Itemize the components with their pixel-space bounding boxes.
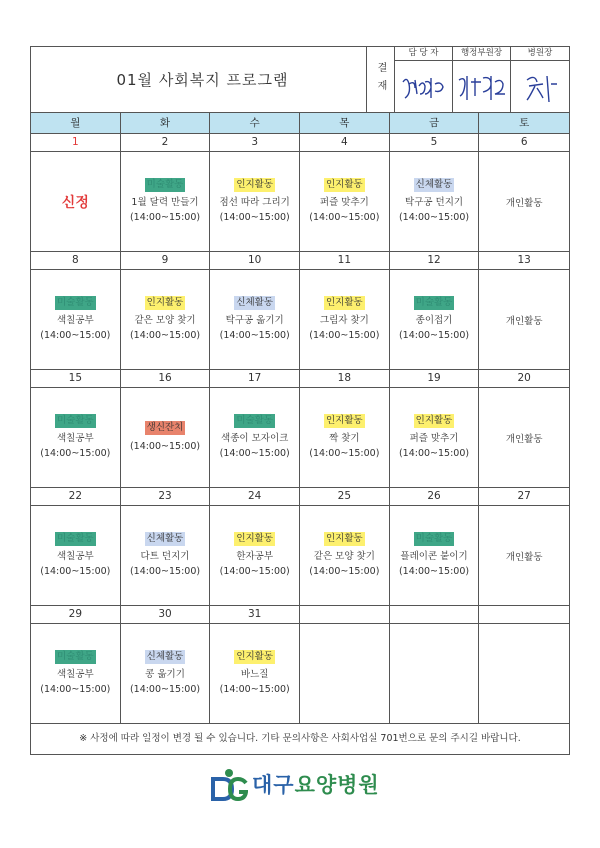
- activity-time: (14:00~15:00): [309, 212, 380, 223]
- date-number: 27: [517, 490, 531, 502]
- signature-staff: [395, 61, 452, 112]
- activity-time: (14:00~15:00): [219, 566, 290, 577]
- activity-name: 종이접기: [415, 315, 453, 326]
- activity-name: 탁구공 옮기기: [225, 315, 284, 326]
- activity-category-badge: 신체활동: [146, 533, 184, 544]
- date-number: 5: [390, 134, 480, 151]
- activity-category-badge: 생신잔치: [146, 422, 184, 433]
- date-number: 24: [210, 488, 300, 505]
- date-number: 19: [390, 370, 480, 387]
- signer-vice-director: [453, 47, 511, 112]
- day-cell: [390, 388, 480, 487]
- activity-category-badge: 인지활동: [146, 297, 184, 308]
- date-number: 13: [517, 254, 531, 266]
- activity-category-badge: 미술활동: [56, 415, 94, 426]
- schedule-sheet: [30, 46, 570, 755]
- activity-name: 퍼즐 맞추기: [319, 197, 369, 208]
- activity-name: 바느질: [240, 669, 269, 680]
- activity-row: [31, 270, 569, 369]
- hospital-logo: [210, 767, 380, 801]
- signature-vice-director: [453, 61, 510, 112]
- activity-name: 플레이콘 붙이기: [400, 551, 468, 562]
- date-number: 1: [31, 134, 121, 151]
- day-cell: [210, 270, 300, 369]
- activity-name: 색칠공부: [56, 315, 94, 326]
- calendar-week: [31, 488, 569, 606]
- date-number: 29: [31, 606, 121, 623]
- calendar-week: [31, 370, 569, 488]
- day-cell: [210, 624, 300, 723]
- activity-time: (14:00~15:00): [309, 330, 380, 341]
- day-cell: [479, 624, 569, 723]
- title-box: [31, 47, 367, 112]
- day-cell: [300, 388, 390, 487]
- date-number: 10: [210, 252, 300, 269]
- date-number: [390, 606, 480, 623]
- individual-activity: 개인활동: [505, 433, 543, 445]
- activity-time: (14:00~15:00): [309, 566, 380, 577]
- activity-time: (14:00~15:00): [219, 330, 290, 341]
- date-number: 17: [210, 370, 300, 387]
- activity-row: [31, 152, 569, 251]
- date-number: 30: [121, 606, 211, 623]
- day-cell: [390, 506, 480, 605]
- day-cell: [121, 270, 211, 369]
- activity-name: 점선 따라 그리기: [219, 197, 290, 208]
- activity-row: [31, 624, 569, 723]
- signature-scribble-3: [513, 68, 567, 106]
- day-cell: [390, 152, 480, 251]
- day-cell: [479, 152, 569, 251]
- signer-director: [511, 47, 569, 112]
- date-number: 18: [300, 370, 390, 387]
- date-number: [300, 606, 390, 623]
- day-cell: [31, 624, 121, 723]
- day-cell: [210, 506, 300, 605]
- activity-time: (14:00~15:00): [398, 566, 470, 577]
- activity-time: (14:00~15:00): [219, 684, 290, 695]
- date-number: 23: [121, 488, 211, 505]
- date-number-row: [31, 252, 569, 270]
- hospital-name-part2: 요양병원: [294, 773, 380, 797]
- weekday-tue: 화: [121, 113, 211, 133]
- date-number: 9: [121, 252, 211, 269]
- signer-role: 담 당 자: [395, 47, 452, 61]
- activity-category-badge: 미술활동: [415, 297, 453, 308]
- signature-scribble-2: [455, 68, 509, 106]
- activity-time: (14:00~15:00): [40, 448, 111, 459]
- approval-label-text: 결재: [375, 61, 386, 98]
- activity-time: (14:00~15:00): [219, 212, 290, 223]
- day-cell: [300, 624, 390, 723]
- weekday-fri: 금: [390, 113, 480, 133]
- activity-category-badge: 미술활동: [415, 533, 453, 544]
- activity-time: (14:00~15:00): [309, 448, 380, 459]
- date-number-row: [31, 134, 569, 152]
- individual-activity: 개인활동: [505, 551, 543, 563]
- date-number-row: [31, 370, 569, 388]
- hospital-name: [252, 769, 380, 799]
- activity-time: (14:00~15:00): [129, 566, 201, 577]
- date-number: 15: [31, 370, 121, 387]
- activity-category-badge: 신체활동: [236, 297, 274, 308]
- date-number: 16: [121, 370, 211, 387]
- activity-name: 다트 던지기: [140, 551, 190, 562]
- day-cell: [121, 388, 211, 487]
- date-number: [479, 606, 569, 623]
- activity-time: (14:00~15:00): [129, 212, 201, 223]
- activity-category-badge: 인지활동: [415, 415, 453, 426]
- weekday-wed: 수: [210, 113, 300, 133]
- signer-role: 병원장: [511, 47, 569, 61]
- activity-category-badge: 인지활동: [325, 297, 363, 308]
- date-number-row: [31, 606, 569, 624]
- hospital-name-part1: 대구: [252, 773, 295, 797]
- activity-time: (14:00~15:00): [40, 684, 111, 695]
- day-cell: [121, 624, 211, 723]
- sheet-header: [31, 47, 569, 113]
- day-cell: [300, 152, 390, 251]
- holiday-label: 신정: [61, 194, 89, 211]
- date-number: 4: [300, 134, 390, 151]
- individual-activity: 개인활동: [505, 197, 543, 209]
- activity-name: 1월 달력 만들기: [131, 197, 199, 208]
- day-cell: [121, 152, 211, 251]
- date-number: 12: [390, 252, 480, 269]
- signature-director: [511, 61, 569, 112]
- weekday-header: [31, 113, 569, 134]
- activity-category-badge: 인지활동: [236, 533, 274, 544]
- activity-name: 같은 모양 찾기: [313, 551, 375, 562]
- day-cell: [31, 388, 121, 487]
- activity-name: 색칠공부: [56, 551, 94, 562]
- signer-staff: [395, 47, 453, 112]
- activity-name: 한자공부: [236, 551, 274, 562]
- activity-name: 색칠공부: [56, 669, 94, 680]
- date-number: 20: [517, 372, 531, 384]
- activity-name: 탁구공 던지기: [404, 197, 464, 208]
- footer-notice: ※ 사정에 따라 일정이 변경 될 수 있습니다. 기타 문의사항은 사회사업실 701번으로 문의 주시길 바랍니다.: [79, 733, 521, 744]
- date-number: 3: [210, 134, 300, 151]
- activity-time: (14:00~15:00): [129, 441, 201, 452]
- activity-category-badge: 인지활동: [325, 179, 363, 190]
- activity-category-badge: 인지활동: [325, 533, 363, 544]
- day-cell: [479, 506, 569, 605]
- date-number: 31: [210, 606, 300, 623]
- activity-time: (14:00~15:00): [129, 684, 201, 695]
- date-number-row: [31, 488, 569, 506]
- date-number: 25: [300, 488, 390, 505]
- activity-time: (14:00~15:00): [398, 448, 470, 459]
- activity-name: 퍼즐 맞추기: [409, 433, 459, 444]
- activity-category-badge: 신체활동: [415, 179, 453, 190]
- calendar-week: [31, 134, 569, 252]
- date-number: 2: [121, 134, 211, 151]
- signature-scribble-1: [397, 68, 451, 106]
- day-cell: [300, 506, 390, 605]
- activity-time: (14:00~15:00): [40, 566, 111, 577]
- activity-category-badge: 인지활동: [236, 179, 274, 190]
- day-cell: [31, 506, 121, 605]
- activity-category-badge: 미술활동: [56, 297, 94, 308]
- day-cell: [31, 270, 121, 369]
- day-cell: [210, 152, 300, 251]
- activity-category-badge: 미술활동: [56, 651, 94, 662]
- calendar-week: [31, 252, 569, 370]
- activity-name: 콩 옮기기: [145, 669, 185, 680]
- calendar-weeks: [31, 134, 569, 724]
- page-title: 01월 사회복지 프로그램: [116, 71, 289, 89]
- activity-name: 그림자 찾기: [319, 315, 369, 326]
- signer-role: 행정부원장: [453, 47, 510, 61]
- activity-row: [31, 506, 569, 605]
- date-number: 6: [520, 136, 528, 148]
- activity-time: (14:00~15:00): [129, 330, 201, 341]
- day-cell: [479, 388, 569, 487]
- activity-category-badge: 미술활동: [236, 415, 274, 426]
- activity-category-badge: 인지활동: [236, 651, 274, 662]
- activity-name: 색종이 모자이크: [221, 433, 289, 444]
- date-number: 11: [300, 252, 390, 269]
- activity-name: 같은 모양 찾기: [134, 315, 196, 326]
- calendar-week: [31, 606, 569, 724]
- activity-time: (14:00~15:00): [398, 330, 470, 341]
- activity-category-badge: 신체활동: [146, 651, 184, 662]
- day-cell: [121, 506, 211, 605]
- activity-time: (14:00~15:00): [219, 448, 290, 459]
- approval-label: [367, 47, 395, 112]
- date-number: 26: [390, 488, 480, 505]
- activity-category-badge: 미술활동: [56, 533, 94, 544]
- day-cell: [210, 388, 300, 487]
- date-number: 8: [31, 252, 121, 269]
- activity-name: 색칠공부: [56, 433, 94, 444]
- activity-category-badge: 인지활동: [325, 415, 363, 426]
- day-cell: [390, 624, 480, 723]
- day-cell: [390, 270, 480, 369]
- weekday-sat: 토: [519, 117, 530, 129]
- activity-row: [31, 388, 569, 487]
- day-cell: [300, 270, 390, 369]
- date-number: 22: [31, 488, 121, 505]
- activity-name: 짝 찾기: [329, 433, 360, 444]
- day-cell: [31, 152, 121, 251]
- day-cell: [479, 270, 569, 369]
- activity-time: (14:00~15:00): [40, 330, 111, 341]
- weekday-thu: 목: [300, 113, 390, 133]
- hospital-logo-icon: [210, 767, 248, 801]
- activity-category-badge: 미술활동: [146, 179, 184, 190]
- weekday-mon: 월: [31, 113, 121, 133]
- individual-activity: 개인활동: [505, 315, 543, 327]
- activity-time: (14:00~15:00): [398, 212, 470, 223]
